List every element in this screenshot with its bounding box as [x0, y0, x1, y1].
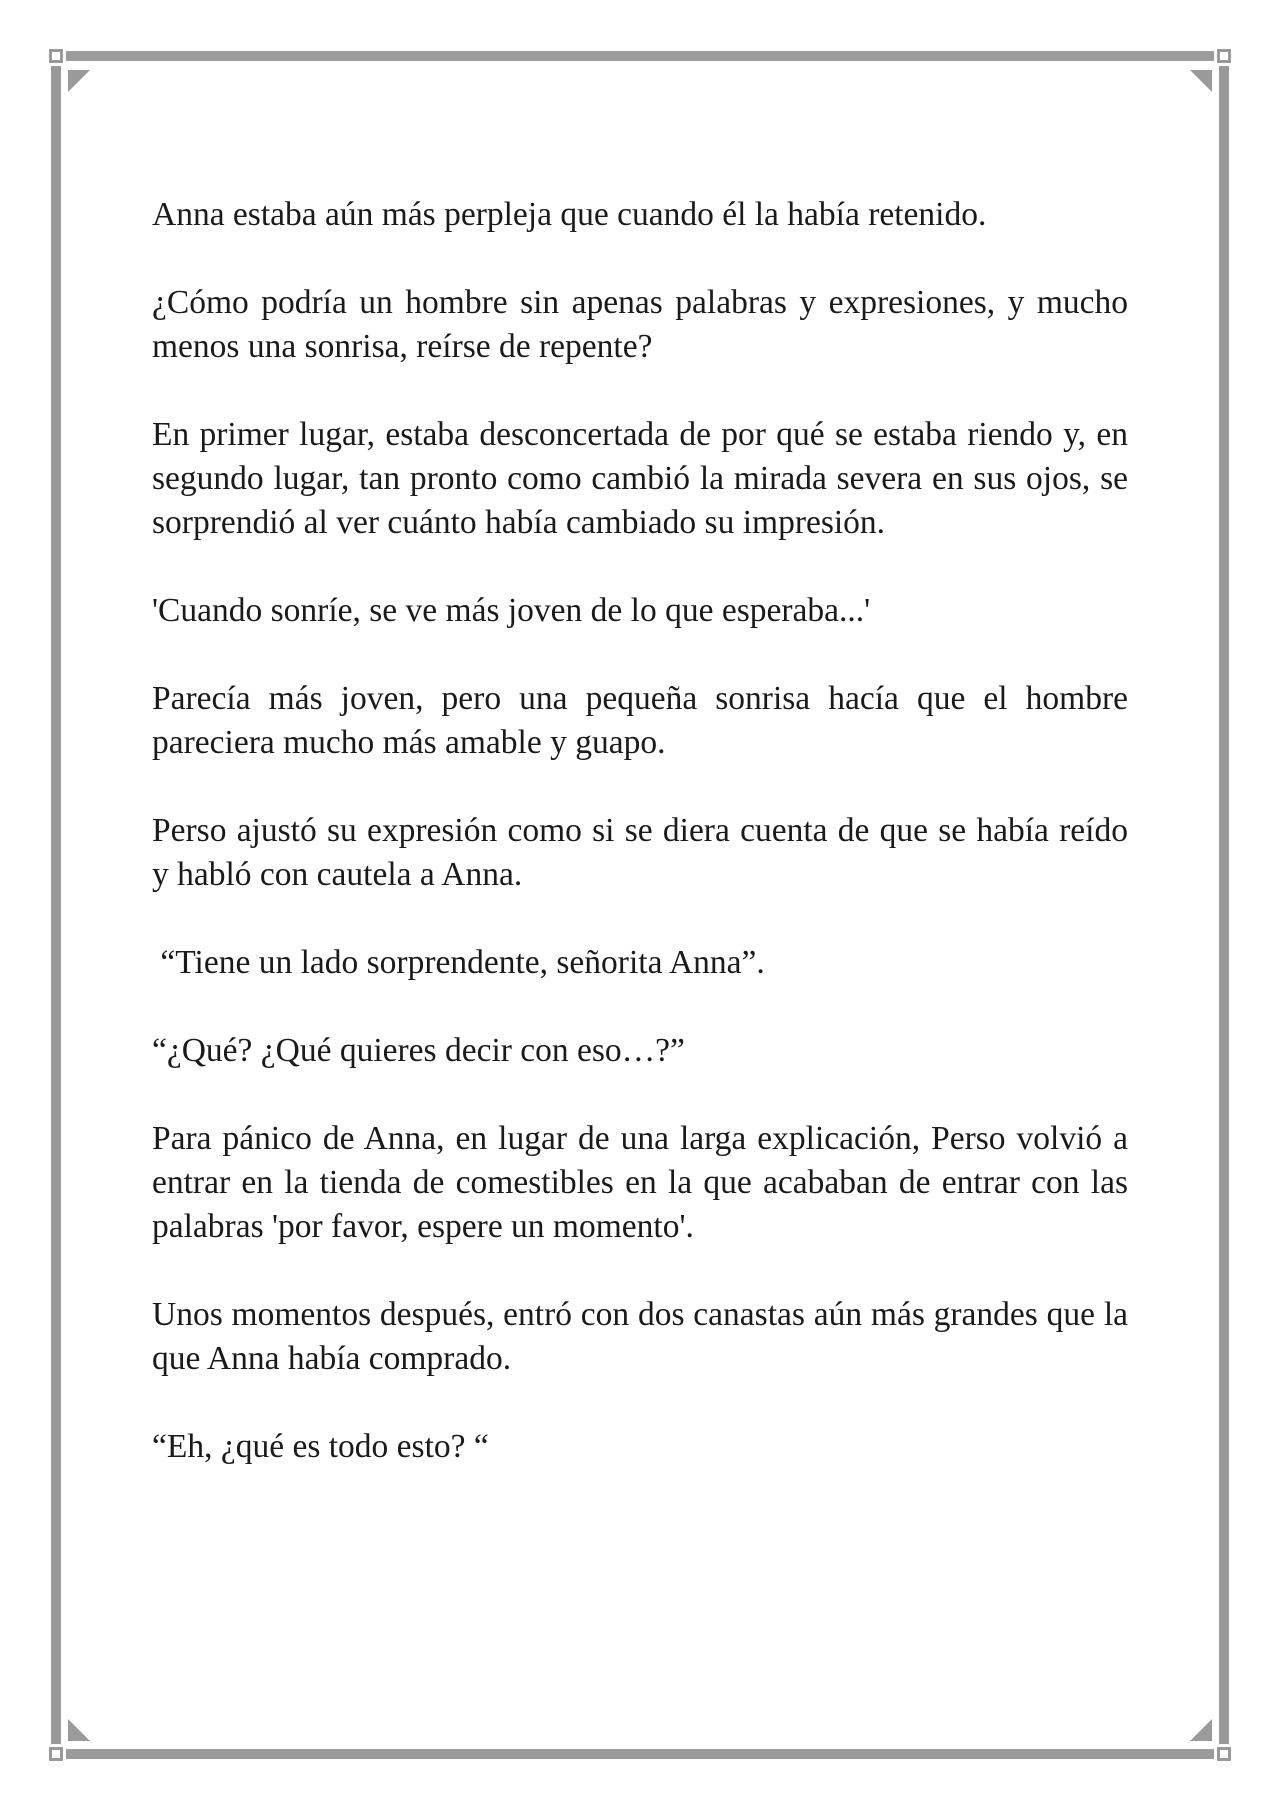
paragraph: “¿Qué? ¿Qué quieres decir con eso…?”	[152, 1032, 685, 1069]
frame-bottom-border	[66, 1749, 1214, 1759]
paragraph: ¿Cómo podría un hombre sin apenas palabras y expresiones, y mucho menos una sonrisa, reírse de repente?	[152, 284, 1128, 365]
paragraph: Unos momentos después, entró con dos canastas aún más grandes que la que Anna había comprado.	[152, 1296, 1128, 1377]
corner-ornament-bottom-left	[68, 1719, 90, 1741]
paragraph: Perso ajustó su expresión como si se diera cuenta de que se había reído y habló con cautela a Anna.	[152, 812, 1128, 893]
paragraph: Anna estaba aún más perpleja que cuando él la había retenido.	[152, 196, 987, 233]
paragraph: Para pánico de Anna, en lugar de una larga explicación, Perso volvió a entrar en la tienda de comestibles en la que acababan de entrar con las palabras 'por favor, espere un momento'.	[152, 1120, 1128, 1245]
paragraph: “Tiene un lado sorprendente, señorita Anna”.	[152, 944, 765, 981]
paragraph: Parecía más joven, pero una pequeña sonrisa hacía que el hombre pareciera mucho más amable y guapo.	[152, 680, 1128, 761]
frame-corner-top-left	[49, 49, 63, 63]
paragraph: “Eh, ¿qué es todo esto? “	[152, 1428, 489, 1465]
corner-ornament-bottom-right	[1190, 1719, 1212, 1741]
frame-corner-bottom-right	[1217, 1747, 1231, 1761]
frame-right-border	[1219, 66, 1229, 1744]
frame-top-border	[66, 51, 1214, 61]
frame-left-border	[51, 66, 61, 1744]
frame-corner-bottom-left	[49, 1747, 63, 1761]
corner-ornament-top-right	[1190, 70, 1212, 92]
paragraph: 'Cuando sonríe, se ve más joven de lo que esperaba...'	[152, 592, 871, 629]
corner-ornament-top-left	[68, 70, 90, 92]
paragraph: En primer lugar, estaba desconcertada de por qué se estaba riendo y, en segundo lugar, tan pronto como cambió la mirada severa en sus ojos, se sorprendió al ver cuánto había cambiado su impresión.	[152, 416, 1128, 541]
frame-corner-top-right	[1217, 49, 1231, 63]
story-text	[152, 193, 1128, 1513]
